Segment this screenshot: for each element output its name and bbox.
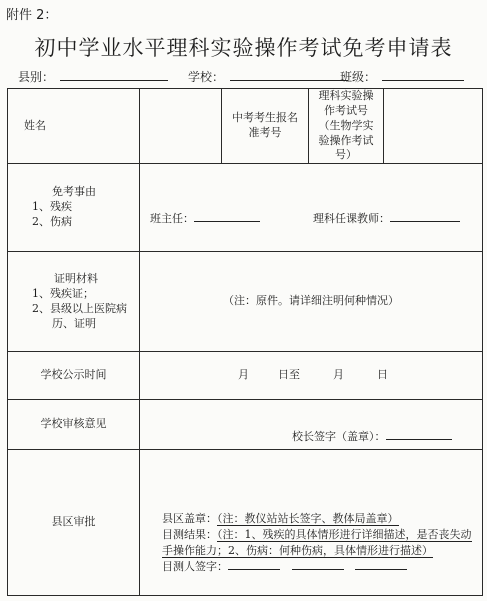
attachment-label: 附件 2：: [6, 8, 58, 23]
class-label: 班级：: [340, 70, 377, 84]
row-publicity: [8, 352, 483, 400]
proof-item-2b: 历、证明: [52, 316, 96, 330]
reason-content-cell[interactable]: [140, 164, 483, 252]
proof-content-cell[interactable]: [140, 252, 483, 352]
publicity-label: 学校公示时间: [40, 368, 107, 382]
county-approval-label: 县区审批: [51, 515, 96, 529]
form-title: 初中学业水平理科实验操作考试免考申请表: [34, 36, 453, 60]
publicity-label-cell: [8, 352, 140, 400]
publicity-month-1: 月: [238, 368, 249, 382]
science-teacher-label: 理科任课教师：: [313, 211, 390, 225]
application-table: [7, 88, 483, 596]
head-teacher-blank[interactable]: [194, 211, 260, 222]
school-blank[interactable]: [230, 69, 348, 81]
county-field[interactable]: [18, 68, 168, 85]
county-approval-content-cell[interactable]: [140, 450, 483, 596]
head-teacher-label: 班主任：: [150, 211, 194, 225]
proof-label-cell: [8, 252, 140, 352]
science-teacher-blank[interactable]: [390, 211, 460, 222]
row-county: [8, 450, 483, 596]
publicity-content-cell[interactable]: [140, 352, 483, 400]
county-stamp-label: 县区盖章：: [162, 511, 217, 525]
name-label-cell: [8, 89, 140, 164]
class-field[interactable]: [340, 68, 464, 85]
school-review-label-cell: [8, 400, 140, 450]
proof-note: （注：原件。请详细注明何种情况）: [223, 294, 399, 308]
proof-item-2a: 2、县级以上医院病: [32, 301, 127, 315]
county-label: 县别：: [18, 70, 55, 84]
publicity-day-2: 日: [377, 368, 388, 382]
name-label: 姓名: [24, 118, 46, 132]
reason-label-cell: [8, 164, 140, 252]
row-name: [8, 89, 483, 164]
name-input-cell[interactable]: [140, 89, 222, 164]
proof-title: 证明材料: [54, 272, 98, 286]
class-blank[interactable]: [382, 69, 464, 81]
lab-no-label-cell: [309, 89, 384, 164]
result-note-1: （注：1、残疾的具体情形进行详细描述，是否丧失动: [217, 527, 472, 541]
principal-label: 校长签字（盖章）：: [292, 429, 386, 443]
inspector-blank-1[interactable]: [228, 559, 280, 570]
publicity-day-to: 日至: [278, 368, 300, 382]
row-reason: [8, 164, 483, 252]
lab-no-label: 理科实验操作考试号（生物学实验操作考试号）: [318, 89, 374, 162]
reason-item-1: 1、残疾: [32, 200, 72, 214]
county-blank[interactable]: [60, 69, 168, 81]
inspector-blank-3[interactable]: [355, 559, 407, 570]
lab-no-input-cell[interactable]: [384, 89, 483, 164]
exam-no-label: 中考考生报名准考号: [232, 111, 298, 140]
exam-no-label-cell: [222, 89, 309, 164]
school-review-content-cell[interactable]: [140, 400, 483, 450]
inspector-label: 目测人签字：: [162, 559, 228, 573]
reason-title: 免考事由: [52, 185, 96, 199]
row-proof: [8, 252, 483, 352]
proof-item-1: 1、残疾证；: [32, 286, 94, 300]
publicity-month-2: 月: [333, 368, 344, 382]
county-stamp-note: （注：教仪站站长签字、教体局盖章）: [217, 511, 399, 525]
school-label: 学校：: [188, 70, 225, 84]
reason-item-2: 2、伤病: [32, 215, 72, 229]
row-school-review: [8, 400, 483, 450]
result-label: 目测结果：: [162, 527, 217, 541]
principal-blank[interactable]: [386, 429, 452, 440]
result-note-2: 手操作能力；2、伤病：何种伤病，具体情形进行描述）: [162, 543, 433, 557]
school-review-label: 学校审核意见: [40, 417, 107, 431]
school-field[interactable]: [188, 68, 348, 85]
inspector-blank-2[interactable]: [292, 559, 344, 570]
county-approval-label-cell: [8, 450, 140, 596]
